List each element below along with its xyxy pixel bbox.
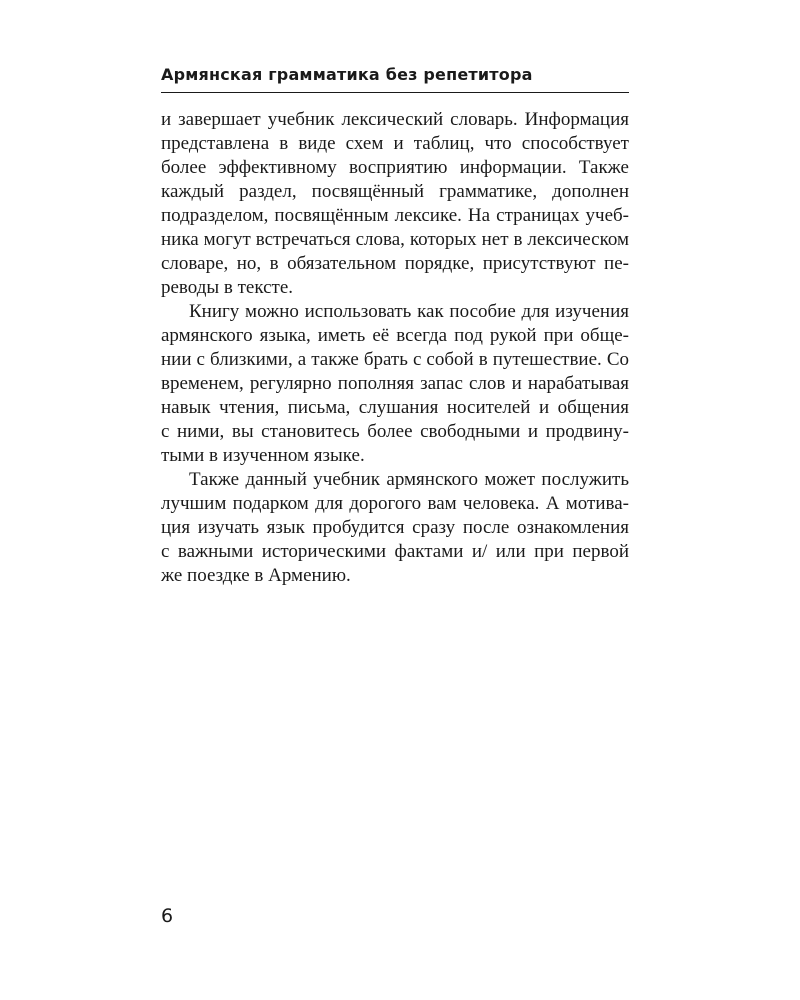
text-line: Также данный учебник армянского может послужить	[189, 469, 629, 490]
text-line: навык чтения, письма, слушания носителей и общения	[161, 397, 629, 418]
text-line: словаре, но, в обязательном порядке, присутствуют пе-	[161, 253, 629, 274]
text-line: и завершает учебник лексический словарь. Информация	[161, 109, 629, 130]
paragraph-1	[161, 108, 629, 300]
text-line: Книгу можно использовать как пособие для изучения	[189, 301, 629, 322]
paragraph-3	[161, 468, 629, 588]
page-number: 6	[161, 905, 174, 927]
running-head: Армянская грамматика без репетитора	[161, 65, 533, 84]
text-line: нии с близкими, а также брать с собой в путешествие. Со	[161, 349, 629, 370]
text-line: тыми в изученном языке.	[161, 445, 365, 466]
text-line: представлена в виде схем и таблиц, что способствует	[161, 133, 629, 154]
text-line: с важными историческими фактами и/ или при первой	[161, 541, 629, 562]
text-line: ника могут встречаться слова, которых нет в лексическом	[161, 229, 629, 250]
text-line: с ними, вы становитесь более свободными и продвину-	[161, 421, 629, 442]
text-line: же поездке в Армению.	[161, 565, 351, 586]
text-line: армянского языка, иметь её всегда под рукой при обще-	[161, 325, 629, 346]
text-line: каждый раздел, посвящённый грамматике, дополнен	[161, 181, 629, 202]
text-line: подразделом, посвящённым лексике. На страницах учеб-	[161, 205, 629, 226]
body-text	[161, 108, 629, 588]
text-line: ция изучать язык пробудится сразу после ознакомления	[161, 517, 629, 538]
text-line: временем, регулярно пополняя запас слов и нарабатывая	[161, 373, 629, 394]
header-rule	[161, 92, 629, 93]
text-line: лучшим подарком для дорогого вам человека. А мотива-	[161, 493, 629, 514]
text-line: более эффективному восприятию информации. Также	[161, 157, 629, 178]
paragraph-2	[161, 300, 629, 468]
text-line: реводы в тексте.	[161, 277, 294, 298]
